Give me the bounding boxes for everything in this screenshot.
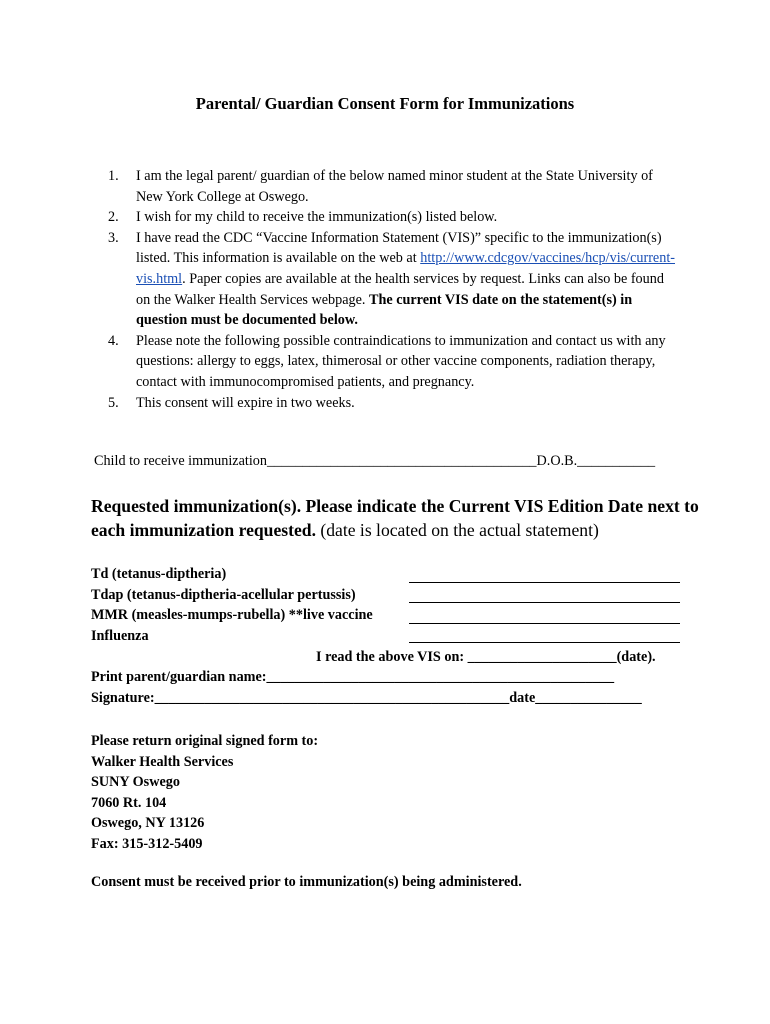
vaccine-td-label: Td (tetanus-diptheria) <box>91 566 227 582</box>
requested-heading-note: (date is located on the actual statement) <box>315 520 599 540</box>
requested-immunizations-heading <box>91 494 711 542</box>
list-number: 5. <box>108 394 119 411</box>
return-instruction: Please return original signed form to: <box>91 733 319 749</box>
vaccine-tdap-date-field[interactable] <box>409 602 680 603</box>
return-city-state-zip: Oswego, NY 13126 <box>91 815 205 832</box>
return-address-block <box>91 731 318 855</box>
list-item <box>108 166 680 207</box>
list-item-text: I wish for my child to receive the immunization(s) listed below. <box>136 209 498 226</box>
list-item-text: This consent will expire in two weeks. <box>136 394 355 411</box>
requested-heading-text: Requested immunization(s). Please indicate the Current VIS Edition Date next to each immunization requested. <box>91 496 699 540</box>
child-name-dob-field[interactable]: Child to receive immunization______________________________________D.O.B.___________ <box>94 453 656 469</box>
print-guardian-name-field[interactable]: Print parent/guardian name:_________________________________________________ <box>91 669 615 685</box>
vis-read-date-field[interactable]: I read the above VIS on: _____________________(date). <box>316 649 656 665</box>
consent-note: Consent must be received prior to immunization(s) being administered. <box>91 874 522 890</box>
list-item <box>108 393 680 414</box>
vaccine-influenza-label: Influenza <box>91 628 149 644</box>
list-number: 2. <box>108 209 119 226</box>
list-item-text: I am the legal parent/ guardian of the below named minor student at the State University of New York College at Oswego. <box>136 168 653 205</box>
list-item-text: Please note the following possible contraindications to immunization and contact us with any questions: allergy to eggs, latex, thimerosal or other vaccine components, radiation therapy, contact with immunocompromised patients, and pregnancy. <box>136 332 666 390</box>
return-street: 7060 Rt. 104 <box>91 794 167 811</box>
list-item <box>108 331 680 393</box>
list-number: 1. <box>108 168 119 184</box>
list-item-text: I have read the CDC “Vaccine Information Statement (VIS)” specific to the immunization(s) listed. This information is available on the web at <box>136 229 662 267</box>
cdc-vis-link[interactable]: http://www.cdcgov/vaccines/hcp/vis/current-vis.html <box>136 250 675 287</box>
consent-statements-list <box>108 166 680 413</box>
return-fax: Fax: 315-312-5409 <box>91 835 203 852</box>
list-item <box>108 207 680 228</box>
vaccine-mmr-label: MMR (measles-mumps-rubella) **live vaccine <box>91 607 373 623</box>
return-organization: Walker Health Services <box>91 753 234 770</box>
vis-date-requirement: The current VIS date on the statement(s) in question must be documented below. <box>136 291 633 329</box>
list-item <box>108 228 680 331</box>
form-title: Parental/ Guardian Consent Form for Immunizations <box>195 94 575 113</box>
list-number: 4. <box>108 332 119 349</box>
list-number: 3. <box>108 229 119 246</box>
signature-date-field[interactable]: Signature:__________________________________________________date_______________ <box>91 690 642 706</box>
vaccine-influenza-date-field[interactable] <box>409 642 680 643</box>
vaccine-td-date-field[interactable] <box>409 582 680 583</box>
list-item-text: . Paper copies are available at the health services by request. Links can also be found on the Walker Health Services webpage. <box>136 270 664 308</box>
vaccine-mmr-date-field[interactable] <box>409 623 680 624</box>
vaccine-tdap-label: Tdap (tetanus-diptheria-acellular pertussis) <box>91 587 356 603</box>
return-institution: SUNY Oswego <box>91 774 180 791</box>
